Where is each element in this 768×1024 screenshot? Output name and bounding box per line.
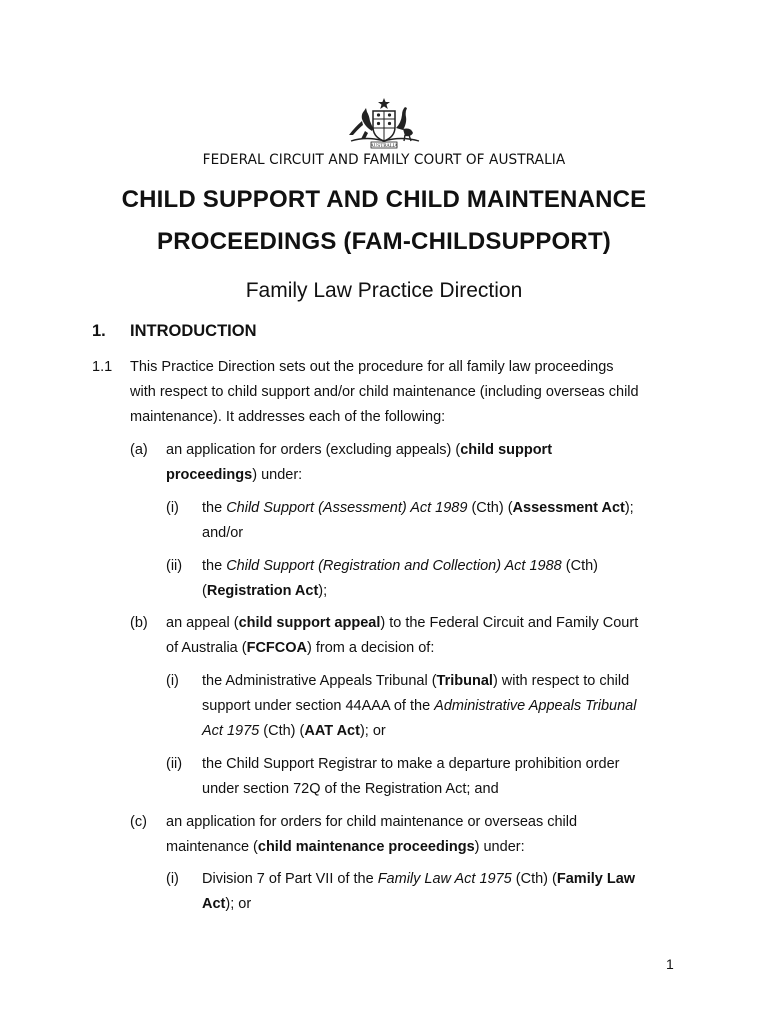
list-item-line: the Administrative Appeals Tribunal (Tribunal) with respect to child: [202, 673, 630, 689]
section-number: 1.: [92, 322, 106, 340]
defined-term: Family Law: [556, 871, 636, 887]
paragraph-line: with respect to child support and/or child maintenance (including overseas child: [130, 384, 639, 400]
act-title: Act 1975: [202, 723, 260, 739]
paragraph-line: This Practice Direction sets out the procedure for all family law proceedings: [130, 359, 614, 375]
defined-term: child support: [460, 442, 553, 458]
sub-list-label: (ii): [166, 558, 183, 574]
defined-term: Tribunal: [436, 673, 493, 689]
defined-term: child maintenance proceedings: [257, 839, 475, 855]
list-item-line: of Australia (FCFCOA) from a decision of:: [166, 640, 435, 656]
list-label: (c): [130, 814, 147, 830]
list-label: (b): [130, 615, 148, 631]
list-item-line: Act); or: [202, 896, 252, 912]
list-item-line: proceedings) under:: [166, 467, 303, 483]
court-name: FEDERAL CIRCUIT AND FAMILY COURT OF AUSTRALIA: [202, 152, 566, 168]
list-item-line: the Child Support (Registration and Collection) Act 1988 (Cth): [202, 558, 598, 574]
list-item-line: Division 7 of Part VII of the Family Law Act 1975 (Cth) (Family Law: [202, 871, 636, 887]
list-item-line: maintenance (child maintenance proceedings) under:: [166, 839, 525, 855]
sub-list-label: (i): [166, 871, 179, 887]
crest-scroll-text: AUSTRALIA: [370, 144, 398, 149]
list-item-line: the Child Support (Assessment) Act 1989 (Cth) (Assessment Act);: [202, 500, 634, 516]
page-subtitle: Family Law Practice Direction: [245, 279, 523, 302]
defined-term: proceedings: [166, 467, 253, 483]
act-title: Child Support (Assessment) Act 1989: [226, 500, 468, 516]
list-item-line: an application for orders for child maintenance or overseas child: [166, 814, 578, 830]
act-title: Administrative Appeals Tribunal: [434, 698, 637, 714]
section-title: INTRODUCTION: [130, 322, 257, 340]
defined-term: child support appeal: [238, 615, 381, 631]
sub-list-label: (i): [166, 500, 179, 516]
page-title-line-1: CHILD SUPPORT AND CHILD MAINTENANCE: [121, 186, 647, 213]
paragraph-line: maintenance). It addresses each of the following:: [130, 409, 446, 425]
act-title: Family Law Act 1975: [377, 871, 512, 887]
page-title-line-2: PROCEEDINGS (FAM-CHILDSUPPORT): [156, 228, 611, 255]
list-item-line: (Registration Act);: [202, 583, 328, 599]
paragraph-number: 1.1: [92, 359, 113, 375]
list-item-line: support under section 44AAA of the Administrative Appeals Tribunal: [202, 698, 637, 714]
coat-of-arms-icon: [345, 97, 423, 149]
defined-term: Act: [202, 896, 226, 912]
list-label: (a): [130, 442, 148, 458]
defined-term: Assessment Act: [512, 500, 625, 516]
page-number: 1: [666, 956, 674, 972]
list-item-line: the Child Support Registrar to make a departure prohibition order: [202, 756, 620, 772]
sub-list-label: (ii): [166, 756, 183, 772]
list-item-line: an application for orders (excluding appeals) (child support: [166, 442, 553, 458]
defined-term: FCFCOA: [246, 640, 308, 656]
list-item-line: and/or: [202, 525, 244, 541]
list-item-line: an appeal (child support appeal) to the Federal Circuit and Family Court: [166, 615, 639, 631]
defined-term: Registration Act: [206, 583, 319, 599]
sub-list-label: (i): [166, 673, 179, 689]
act-title: Child Support (Registration and Collection) Act 1988: [226, 558, 562, 574]
list-item-line: under section 72Q of the Registration Act; and: [202, 781, 499, 797]
defined-term: AAT Act: [304, 723, 360, 739]
list-item-line: Act 1975 (Cth) (AAT Act); or: [202, 723, 386, 739]
